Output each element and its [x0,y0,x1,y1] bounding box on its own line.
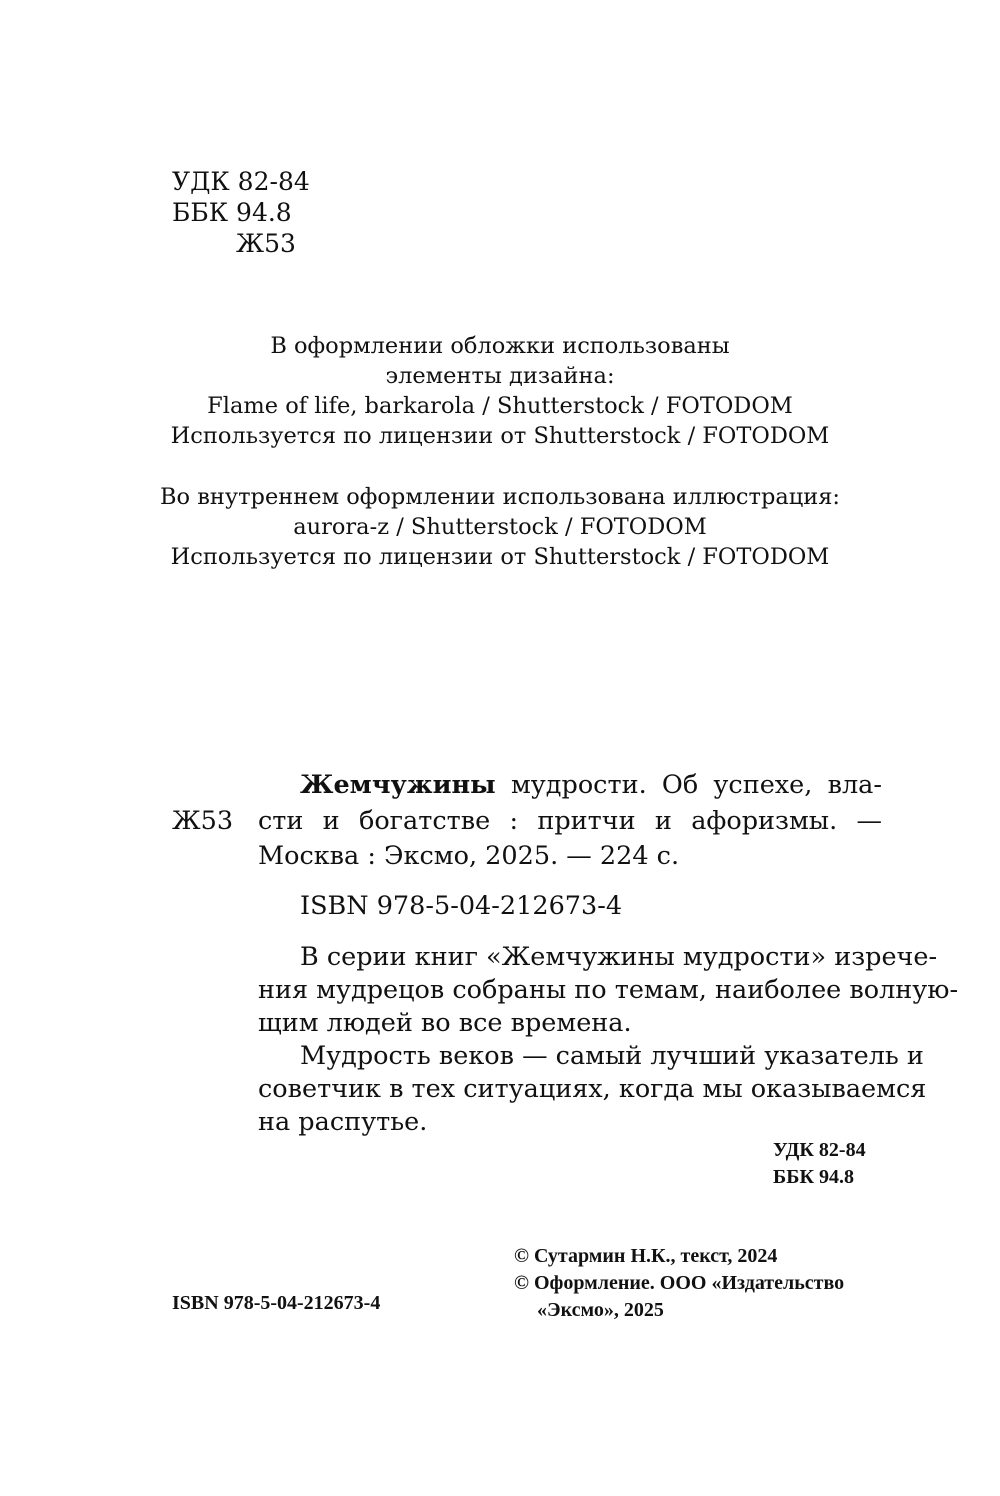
copyright-line-3: «Эксмо», 2025 [537,1299,664,1321]
cover-credits-line-2: элементы дизайна: [385,363,615,389]
udk-code-bottom: УДК 82-84 [773,1139,866,1161]
bib-title-bold: Жемчужины [300,770,496,800]
annotation-p2-line-3: на распутье. [258,1107,428,1137]
cover-credits-line-4: Используется по лицензии от Shutterstock / FOTODOM [170,423,830,449]
annotation-p1-line-2: ния мудрецов собраны по темам, наиболее волную- [258,975,959,1005]
cover-credits-line-1: В оформлении обложки использованы [270,333,730,359]
bib-author-mark: Ж53 [172,806,234,836]
inner-credits-line-2: aurora-z / Shutterstock / FOTODOM [293,514,707,540]
author-mark-top: Ж53 [236,229,296,258]
annotation-p2-line-1: Мудрость веков — самый лучший указатель и [300,1041,924,1071]
bbk-code-bottom: ББК 94.8 [773,1166,854,1188]
annotation-p1-line-1: В серии книг «Жемчужины мудрости» изрече- [300,942,938,972]
udk-code-top: УДК 82-84 [172,167,310,196]
bib-line-3: Москва : Эксмо, 2025. — 224 с. [258,841,680,871]
inner-credits-line-3: Используется по лицензии от Shutterstock / FOTODOM [170,544,830,570]
bib-line-2: сти и богатстве : притчи и афоризмы. — [258,806,882,836]
bib-isbn: ISBN 978-5-04-212673-4 [300,891,623,921]
annotation-p1-line-3: щим людей во все времена. [258,1008,632,1038]
copyright-line-2: © Оформление. ООО «Издательство [514,1272,845,1294]
bbk-code-top: ББК 94.8 [172,198,292,227]
annotation-p2-line-2: советчик в тех ситуациях, когда мы оказываемся [258,1074,927,1104]
inner-credits-line-1: Во внутреннем оформлении использована иллюстрация: [159,484,841,510]
footer-isbn: ISBN 978-5-04-212673-4 [172,1292,381,1314]
cover-credits-line-3: Flame of life, barkarola / Shutterstock / FOTODOM [207,393,793,419]
copyright-line-1: © Сутармин Н.К., текст, 2024 [514,1245,778,1267]
bib-title-rest: мудрости. Об успехе, вла- [510,770,882,800]
bib-line-1 [300,770,882,800]
